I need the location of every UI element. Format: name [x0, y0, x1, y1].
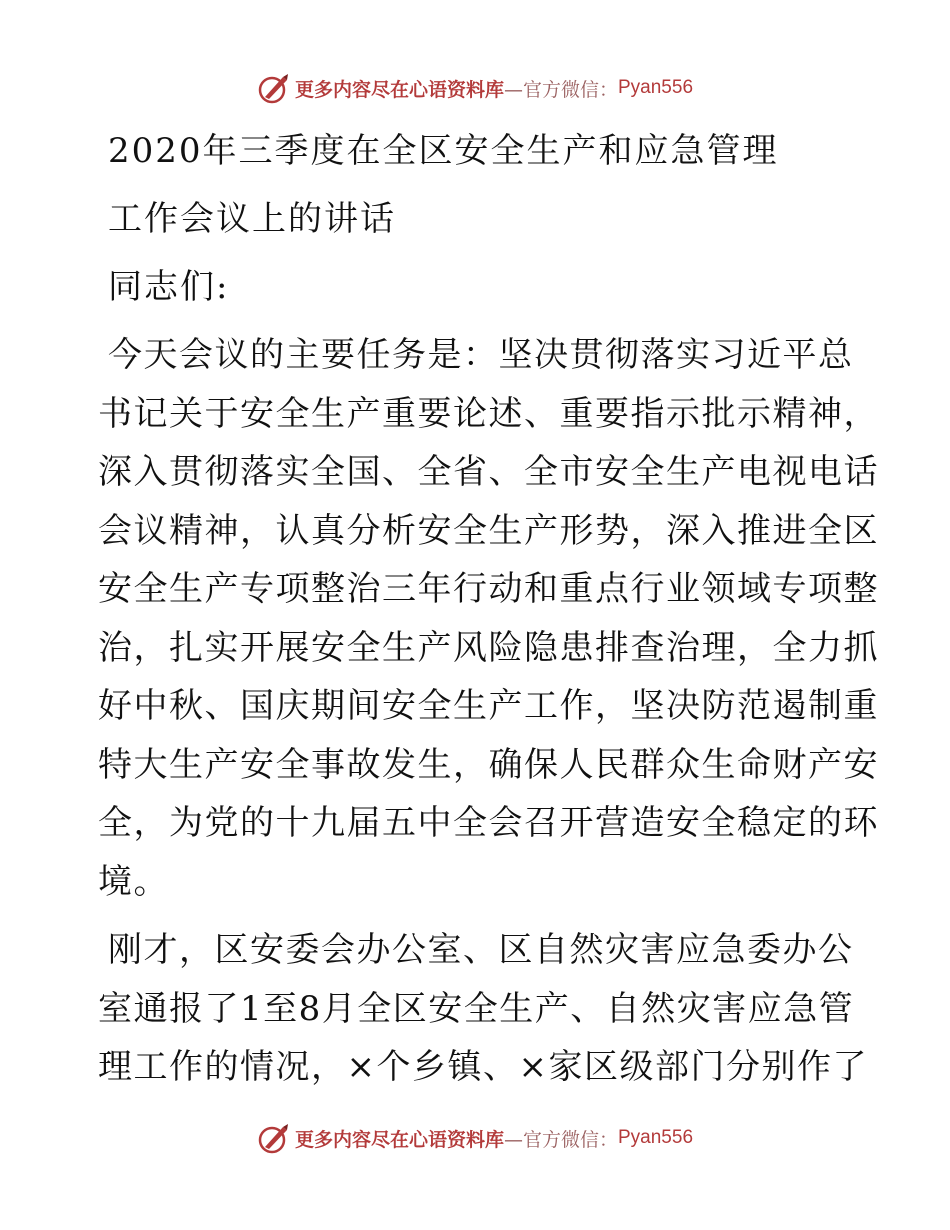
paragraph-line: 特大生产安全事故发生，确保人民群众生命财产安: [98, 744, 879, 785]
watermark-handle: Pyan556: [618, 77, 694, 98]
quill-pen-icon: [257, 71, 291, 105]
watermark-brand: 更多内容尽在心语资料库: [294, 78, 504, 101]
watermark-separator: —官方微信：: [503, 1128, 618, 1151]
paragraph-line: 深入贯彻落实全国、全省、全市安全生产电视电话: [98, 452, 879, 492]
watermark-handle: Pyan556: [618, 1127, 694, 1148]
paragraph-line: 境。: [98, 861, 169, 902]
paragraph-2: [98, 921, 868, 1097]
watermark-brand: 更多内容尽在心语资料库: [294, 1128, 504, 1151]
paragraph-line: 会议精神，认真分析安全生产形势，深入推进全区: [98, 510, 879, 551]
paragraph-line: 今天会议的主要任务是：坚决贯彻落实习近平总: [108, 335, 854, 375]
paragraph-line: 理工作的情况，×个乡镇、×家区级部门分别作了: [98, 1047, 868, 1087]
paragraph-line: 室通报了1至8月全区安全生产、自然灾害应急管: [98, 988, 855, 1029]
paragraph-1: [98, 326, 879, 911]
paragraph-line: 刚才，区安委会办公室、区自然灾害应急委办公: [108, 930, 854, 970]
watermark-separator: —官方微信：: [503, 78, 618, 101]
paragraph-line: 安全生产专项整治三年行动和重点行业领域专项整: [98, 569, 879, 609]
paragraph-line: 治，扎实开展安全生产风险隐患排查治理，全力抓: [98, 627, 879, 668]
quill-pen-icon: [257, 1121, 291, 1155]
paragraph-line: 好中秋、国庆期间安全生产工作，坚决防范遏制重: [98, 686, 879, 726]
footer-watermark: [0, 1116, 950, 1160]
document-title-line-2: 工作会议上的讲话: [108, 199, 396, 239]
document-title-line-1: 2020年三季度在全区安全生产和应急管理: [108, 131, 779, 171]
paragraph-line: 书记关于安全生产重要论述、重要指示批示精神，: [98, 393, 879, 434]
paragraph-line: 全，为党的十九届五中全会召开营造安全稳定的环: [98, 803, 879, 843]
document-body: [98, 122, 879, 1107]
header-watermark: [0, 66, 950, 110]
salutation: 同志们:: [108, 267, 230, 307]
